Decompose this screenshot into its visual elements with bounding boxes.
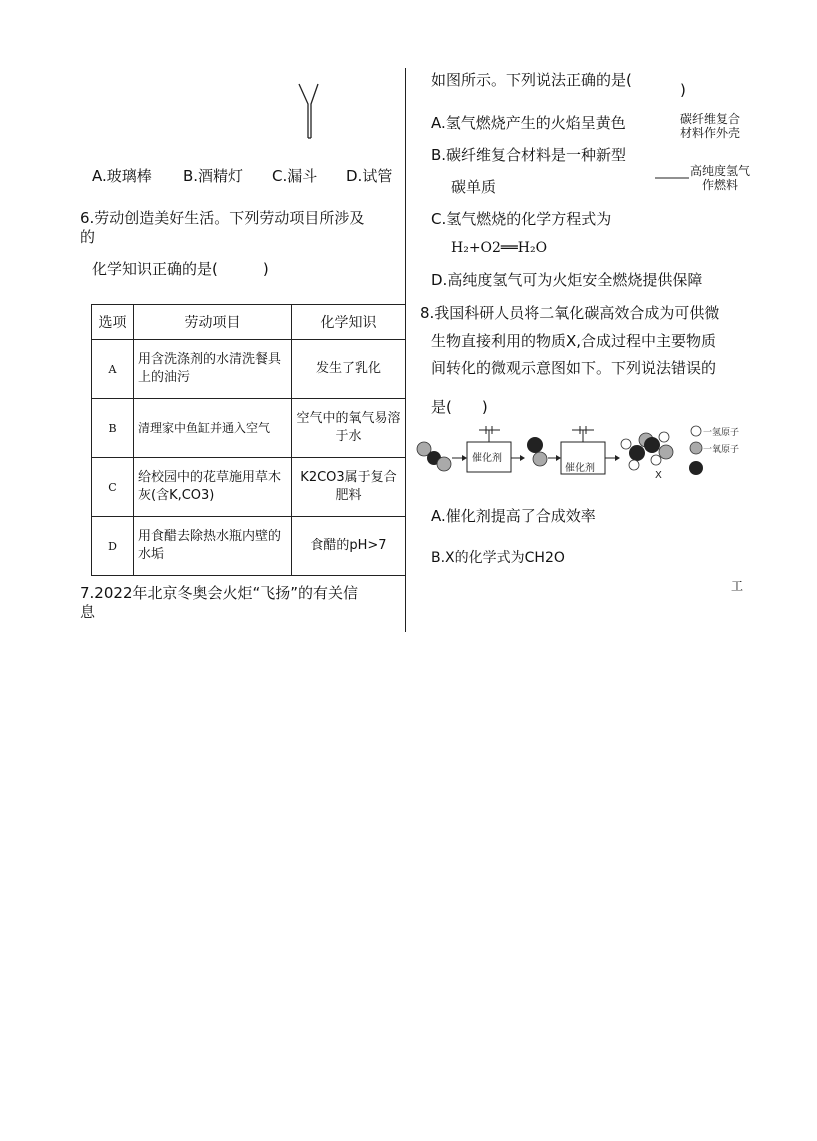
fuel-pointer-line	[655, 176, 689, 180]
fuel-label-line2: 作燃料	[702, 178, 739, 192]
q5-option-c: C.漏斗	[272, 167, 318, 185]
row-project: 清理家中鱼缸并通入空气	[134, 399, 292, 458]
row-knowledge: 食醋的pH>7	[292, 517, 406, 576]
funnel-figure	[296, 82, 322, 140]
q6-stem-line1: 6.劳动创造美好生活。下列劳动项目所涉及	[80, 209, 365, 227]
row-knowledge: 空气中的氧气易溶于水	[292, 399, 406, 458]
labor-table	[91, 304, 406, 576]
row-project: 给校园中的花草施用草木灰(含K,CO3)	[134, 458, 292, 517]
q5-option-d: D.试管	[346, 167, 393, 185]
q7-option-b-line2: 碳单质	[451, 178, 497, 196]
row-project: 用含洗涤剂的水清洗餐具上的油污	[134, 340, 292, 399]
q6-stem-line3: 化学知识正确的是( )	[92, 260, 269, 278]
row-knowledge: K2CO3属于复合肥料	[292, 458, 406, 517]
q7-stem-cont: 如图所示。下列说法正确的是(	[431, 71, 632, 89]
table-row	[92, 458, 406, 517]
header-knowledge: 化学知识	[292, 305, 406, 340]
q7-option-d: D.高纯度氢气可为火炬安全燃烧提供保障	[431, 271, 703, 289]
row-option: C	[92, 458, 134, 517]
q8-option-b: B.X的化学式为CH2O	[431, 550, 565, 566]
legend-oxygen: 一氧原子	[703, 445, 740, 455]
q7-option-b-line1: B.碳纤维复合材料是一种新型	[431, 146, 627, 164]
shell-label-line1: 碳纤维复合	[680, 112, 741, 126]
q8-option-a: A.催化剂提高了合成效率	[431, 507, 596, 525]
q5-option-a: A.玻璃棒	[92, 167, 152, 185]
row-knowledge: 发生了乳化	[292, 340, 406, 399]
q8-stem-line3: 间转化的微观示意图如下。下列说法错误的	[431, 359, 717, 377]
x-label: X	[655, 470, 662, 481]
catalyst2-label: 催化剂	[565, 463, 595, 474]
catalyst1-label: 催化剂	[472, 453, 502, 464]
row-option: B	[92, 399, 134, 458]
q5-option-b: B.酒精灯	[183, 167, 244, 185]
shell-label-line2: 材料作外壳	[680, 126, 741, 140]
row-project: 用食醋去除热水瓶内壁的水垢	[134, 517, 292, 576]
fuel-label-line1: 高纯度氢气	[690, 164, 751, 178]
q6-stem-line2: 的	[80, 228, 96, 246]
header-project: 劳动项目	[134, 305, 292, 340]
footer-mark: 工	[731, 579, 744, 593]
header-option: 选项	[92, 305, 134, 340]
table-row	[92, 340, 406, 399]
figure-label-shell	[680, 112, 740, 140]
q7-stem-line2: 息	[80, 603, 96, 621]
table-header-row	[92, 305, 406, 340]
row-option: A	[92, 340, 134, 399]
q7-option-a: A.氢气燃烧产生的火焰呈黄色	[431, 114, 626, 132]
row-option: D	[92, 517, 134, 576]
table-row	[92, 399, 406, 458]
q7-option-c-equation: H₂+O2══H₂O	[451, 240, 548, 256]
q8-stem-line2: 生物直接利用的物质X,合成过程中主要物质	[431, 332, 717, 350]
legend-hydrogen: 一氢原子	[703, 428, 740, 438]
q7-option-c-line1: C.氢气燃烧的化学方程式为	[431, 210, 612, 228]
q8-stem-line1: 8.我国科研人员将二氧化碳高效合成为可供微	[420, 304, 720, 322]
table-row	[92, 517, 406, 576]
column-divider	[405, 68, 406, 632]
q7-stem-line1: 7.2022年北京冬奥会火炬“飞扬”的有关信	[80, 584, 359, 602]
q8-stem-line4: 是( )	[431, 398, 488, 416]
figure-label-fuel	[690, 164, 750, 192]
q7-paren-close: )	[680, 81, 686, 99]
reaction-diagram	[412, 418, 748, 482]
